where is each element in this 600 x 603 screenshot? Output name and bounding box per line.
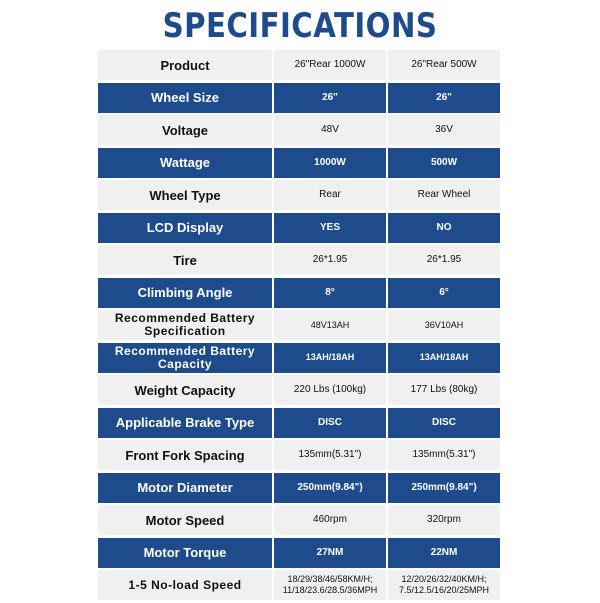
- spec-label: 1-5 No-load Speed: [98, 570, 272, 600]
- spec-label: Climbing Angle: [98, 278, 272, 308]
- spec-row-wheel-size: [98, 83, 500, 113]
- spec-row-motor-torque: [98, 538, 500, 568]
- spec-label: Voltage: [98, 115, 272, 145]
- spec-label: Tire: [98, 245, 272, 275]
- spec-value-1000w: 1000W: [274, 148, 386, 178]
- spec-value-1000w: 48V13AH: [274, 310, 386, 340]
- spec-label: Weight Capacity: [98, 375, 272, 405]
- spec-value-1000w: 26": [274, 83, 386, 113]
- spec-value-1000w: 460rpm: [274, 505, 386, 535]
- spec-label: Wheel Type: [98, 180, 272, 210]
- spec-value-1000w: 13AH/18AH: [274, 343, 386, 373]
- spec-value-1000w: 27NM: [274, 538, 386, 568]
- spec-label: Wheel Size: [98, 83, 272, 113]
- spec-value-500w: Rear Wheel: [388, 180, 500, 210]
- spec-row-battery-specification: [98, 310, 500, 340]
- spec-row-battery-capacity: [98, 343, 500, 373]
- spec-value-500w: 22NM: [388, 538, 500, 568]
- spec-value-1000w: Rear: [274, 180, 386, 210]
- spec-label: Motor Torque: [98, 538, 272, 568]
- spec-row-climbing-angle: [98, 278, 500, 308]
- spec-value-1000w: DISC: [274, 408, 386, 438]
- spec-row-voltage: [98, 115, 500, 145]
- spec-value-500w: 13AH/18AH: [388, 343, 500, 373]
- spec-label: Applicable Brake Type: [98, 408, 272, 438]
- spec-row-brake-type: [98, 408, 500, 438]
- spec-value-1000w: 8°: [274, 278, 386, 308]
- spec-label: Wattage: [98, 148, 272, 178]
- spec-value-500w: 320rpm: [388, 505, 500, 535]
- spec-value-500w: 26": [388, 83, 500, 113]
- spec-value-1000w: 18/29/38/46/58KM/H; 11/18/23.6/28.5/36MPH: [274, 570, 386, 600]
- spec-value-500w: 12/20/26/32/40KM/H; 7.5/12.5/16/20/25MPH: [388, 570, 500, 600]
- spec-value-500w: DISC: [388, 408, 500, 438]
- spec-table: [98, 50, 500, 603]
- spec-row-product: [98, 50, 500, 80]
- spec-row-motor-speed: [98, 505, 500, 535]
- spec-value-500w: 26"Rear 500W: [388, 50, 500, 80]
- spec-value-500w: 135mm(5.31"): [388, 440, 500, 470]
- spec-label: Motor Speed: [98, 505, 272, 535]
- spec-value-500w: 36V10AH: [388, 310, 500, 340]
- spec-label: Product: [98, 50, 272, 80]
- spec-value-500w: NO: [388, 213, 500, 243]
- spec-value-500w: 26*1.95: [388, 245, 500, 275]
- spec-label: Recommended Battery Capacity: [98, 343, 272, 373]
- spec-value-500w: 6°: [388, 278, 500, 308]
- spec-label: Recommended Battery Specification: [98, 310, 272, 340]
- page-title: SPECIFICATIONS: [162, 6, 438, 46]
- spec-value-1000w: 26*1.95: [274, 245, 386, 275]
- spec-row-weight-capacity: [98, 375, 500, 405]
- spec-value-500w: 250mm(9.84"): [388, 473, 500, 503]
- spec-row-wheel-type: [98, 180, 500, 210]
- spec-label: LCD Display: [98, 213, 272, 243]
- spec-value-1000w: 250mm(9.84"): [274, 473, 386, 503]
- spec-label: Front Fork Spacing: [98, 440, 272, 470]
- spec-row-wattage: [98, 148, 500, 178]
- spec-value-1000w: YES: [274, 213, 386, 243]
- spec-row-motor-diameter: [98, 473, 500, 503]
- spec-value-1000w: 48V: [274, 115, 386, 145]
- spec-row-front-fork-spacing: [98, 440, 500, 470]
- spec-row-no-load-speed: [98, 570, 500, 600]
- spec-label: Motor Diameter: [98, 473, 272, 503]
- spec-value-1000w: 26"Rear 1000W: [274, 50, 386, 80]
- spec-row-tire: [98, 245, 500, 275]
- spec-value-500w: 36V: [388, 115, 500, 145]
- spec-value-500w: 500W: [388, 148, 500, 178]
- spec-value-1000w: 220 Lbs (100kg): [274, 375, 386, 405]
- spec-value-1000w: 135mm(5.31"): [274, 440, 386, 470]
- spec-value-500w: 177 Lbs (80kg): [388, 375, 500, 405]
- spec-row-lcd-display: [98, 213, 500, 243]
